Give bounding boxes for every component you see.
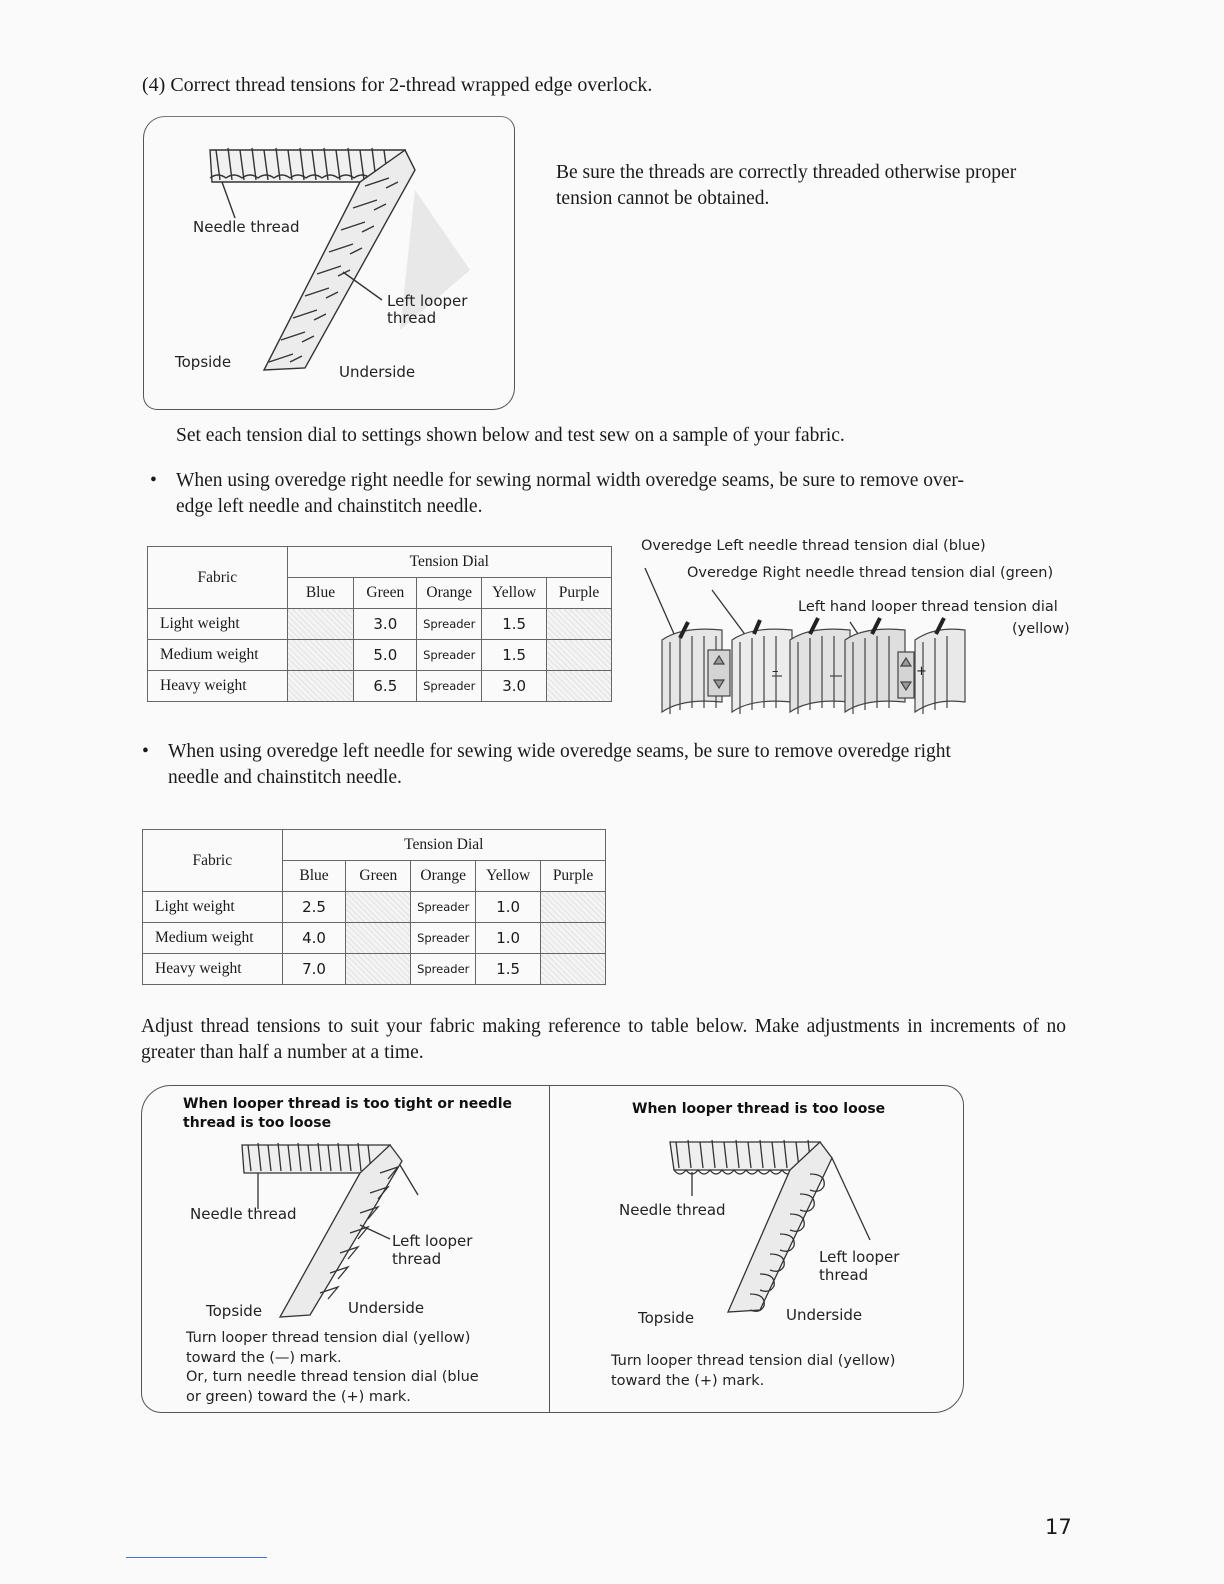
blue-cell (287, 609, 354, 640)
needle-thread-label: Needle thread (193, 218, 300, 236)
too-tight-left-looper-label-2: thread (392, 1250, 442, 1268)
too-loose-seam-illustration (660, 1130, 900, 1330)
threading-note: Be sure the threads are correctly threaded otherwise proper tension cannot be obtained. (556, 162, 1017, 209)
yellow-cell: 3.0 (482, 671, 547, 702)
yellow-cell: 1.5 (482, 640, 547, 671)
left-looper-label: Left looper (387, 292, 468, 310)
purple-cell (547, 609, 612, 640)
blue-cell: 4.0 (282, 923, 346, 954)
orange-cell: Spreader (417, 609, 482, 640)
too-tight-note (186, 1329, 479, 1407)
column-header-yellow: Yellow (476, 861, 541, 892)
bullet-line: edge left needle and chainstitch needle. (176, 496, 483, 517)
purple-cell (547, 671, 612, 702)
yellow-cell: 1.0 (476, 923, 541, 954)
green-cell: 6.5 (354, 671, 417, 702)
too-loose-left-looper-label-2: thread (819, 1266, 869, 1284)
page-number: 17 (1045, 1515, 1072, 1539)
column-header-blue: Blue (287, 578, 354, 609)
purple-cell (541, 892, 606, 923)
column-header-blue: Blue (282, 861, 346, 892)
troubleshooting-divider (549, 1086, 550, 1412)
bullet-line: When using overedge left needle for sewing wide overedge seams, be sure to remove overedge right (168, 741, 951, 762)
wrapped-edge-seam-illustration (160, 130, 490, 390)
column-header-orange: Orange (411, 861, 476, 892)
yellow-cell: 1.0 (476, 892, 541, 923)
fabric-cell: Light weight (143, 892, 283, 923)
column-header-purple: Purple (541, 861, 606, 892)
note-line: Turn looper thread tension dial (yellow) (611, 1353, 896, 1369)
orange-cell: Spreader (411, 892, 476, 923)
bullet-line: When using overedge right needle for sewing normal width overedge seams, be sure to remove over- (176, 470, 965, 491)
green-cell (346, 954, 411, 985)
table-row (148, 609, 612, 640)
green-cell: 5.0 (354, 640, 417, 671)
note-line: Turn looper thread tension dial (yellow) (186, 1330, 471, 1346)
too-tight-needle-label: Needle thread (190, 1205, 297, 1223)
blue-cell (287, 671, 354, 702)
column-header-green: Green (354, 578, 417, 609)
too-tight-topside-label: Topside (206, 1302, 263, 1320)
blue-cell: 2.5 (282, 892, 346, 923)
tension-dial-header: Tension Dial (282, 830, 605, 861)
fabric-header: Fabric (143, 830, 283, 892)
table-row (148, 671, 612, 702)
yellow-cell: 1.5 (482, 609, 547, 640)
too-loose-underside-label: Underside (786, 1306, 863, 1324)
too-loose-topside-label: Topside (638, 1309, 695, 1327)
note-line: toward the (—) mark. (186, 1349, 342, 1366)
dial-label-left-looper: Left hand looper thread tension dial (798, 599, 1058, 615)
underside-label: Underside (339, 363, 416, 381)
topside-label: Topside (175, 353, 232, 371)
tension-dials-illustration (640, 560, 1080, 725)
table-row (143, 892, 606, 923)
fabric-cell: Heavy weight (143, 954, 283, 985)
bullet-symbol: • (150, 470, 157, 491)
orange-cell: Spreader (417, 640, 482, 671)
green-cell: 3.0 (354, 609, 417, 640)
dial-plus-mark: + (916, 664, 927, 679)
bullet-normal-width (150, 468, 1076, 520)
fabric-header: Fabric (148, 547, 288, 609)
adjust-instruction: Adjust thread tensions to suit your fabric making reference to table below. Make adjustments in increments of no greater than half a number at a time. (141, 1016, 1066, 1063)
bullet-symbol: • (142, 741, 149, 762)
section-heading: (4) Correct thread tensions for 2-thread wrapped edge overlock. (142, 74, 653, 96)
note-line: Or, turn needle thread tension dial (blue (186, 1369, 479, 1385)
too-loose-left-looper-label: Left looper (819, 1248, 900, 1266)
table-row (143, 923, 606, 954)
bullet-line: needle and chainstitch needle. (168, 767, 402, 788)
too-tight-title: When looper thread is too tight or needle (183, 1096, 512, 1112)
table-row (143, 954, 606, 985)
orange-cell: Spreader (411, 954, 476, 985)
footer-rule (126, 1557, 267, 1558)
orange-cell: Spreader (411, 923, 476, 954)
fabric-cell: Heavy weight (148, 671, 288, 702)
dial-label-right-needle: Overedge Right needle thread tension dial (green) (687, 565, 1054, 581)
too-loose-note (611, 1352, 895, 1391)
green-cell (346, 892, 411, 923)
yellow-cell: 1.5 (476, 954, 541, 985)
table-row (148, 640, 612, 671)
column-header-green: Green (346, 861, 411, 892)
orange-cell: Spreader (417, 671, 482, 702)
tension-table-normal (147, 546, 612, 702)
too-tight-left-looper-label: Left looper (392, 1232, 473, 1250)
too-loose-needle-label: Needle thread (619, 1201, 726, 1219)
blue-cell (287, 640, 354, 671)
note-line: or green) toward the (+) mark. (186, 1388, 411, 1405)
column-header-orange: Orange (417, 578, 482, 609)
purple-cell (547, 640, 612, 671)
column-header-yellow: Yellow (482, 578, 547, 609)
too-tight-seam-illustration (230, 1135, 430, 1325)
tension-table-wide (142, 829, 606, 985)
set-dials-instruction: Set each tension dial to settings shown below and test sew on a sample of your fabric. (176, 425, 845, 446)
tension-dial-header: Tension Dial (287, 547, 611, 578)
dial-label-left-looper-2: (yellow) (1012, 621, 1070, 637)
too-loose-title: When looper thread is too loose (632, 1101, 886, 1117)
column-header-purple: Purple (547, 578, 612, 609)
bullet-wide-width (142, 739, 1073, 791)
fabric-cell: Light weight (148, 609, 288, 640)
note-line: toward the (+) mark. (611, 1372, 765, 1389)
fabric-cell: Medium weight (143, 923, 283, 954)
purple-cell (541, 954, 606, 985)
too-tight-underside-label: Underside (348, 1299, 425, 1317)
too-tight-title-2: thread is too loose (183, 1115, 332, 1131)
fabric-cell: Medium weight (148, 640, 288, 671)
dial-minus-mark: – (772, 664, 779, 679)
green-cell (346, 923, 411, 954)
left-looper-label-2: thread (387, 309, 437, 327)
dial-label-left-needle: Overedge Left needle thread tension dial (blue) (641, 538, 986, 554)
purple-cell (541, 923, 606, 954)
blue-cell: 7.0 (282, 954, 346, 985)
